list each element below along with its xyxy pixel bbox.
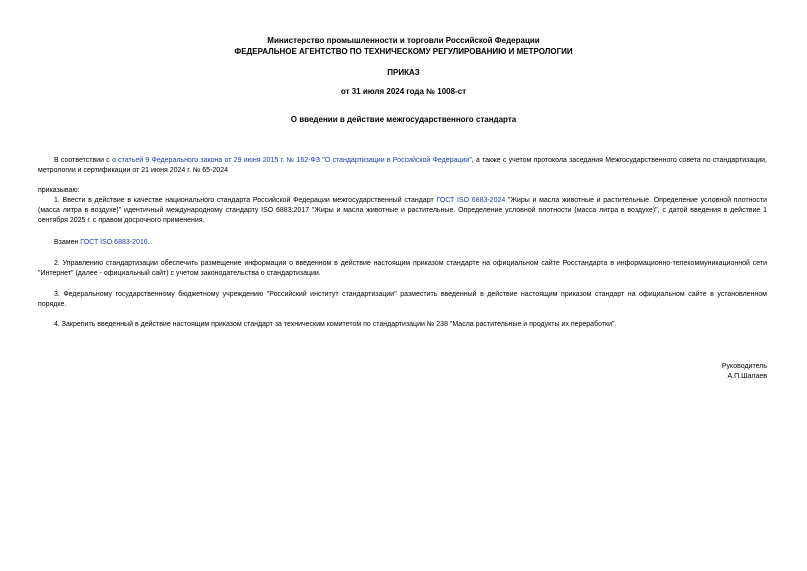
doc-type-heading: ПРИКАЗ bbox=[387, 68, 420, 77]
replacement-start: Взамен bbox=[54, 239, 81, 246]
federal-law-link[interactable]: о статьей 9 Федерального закона от 29 июня 2015 г. № 162-ФЗ "О стандартизации в Российской Федерации" bbox=[111, 157, 472, 164]
gost-2016-link[interactable]: ГОСТ ISO 6883-2016 bbox=[80, 239, 148, 246]
paragraph-replacement bbox=[38, 238, 767, 248]
preamble-end: , а также с учетом протокола заседания Межгосударственного совета по стандартизации, метрологии и сертификации от 21 июня 2024 г. № 65-2024 bbox=[38, 157, 768, 174]
paragraph-item-2: 2. Управлению стандартизации обеспечить размещение информации о введенном в действие настоящим приказом стандарте на официальном сайте Росстандарта в информационно-телекоммуникационной сети "Интернет" (далее - официальный сайт) с учетом законодательства о стандартизации. bbox=[38, 260, 767, 277]
document-title: О введении в действие межгосударственного стандарта bbox=[290, 115, 517, 124]
signature-name: А.П.Шалаев bbox=[727, 373, 767, 380]
paragraph-item-4: 4. Закрепить введенный в действие настоящим приказом стандарт за техническим комитетом по стандартизации № 238 "Масла растительные и продукты их переработки". bbox=[54, 321, 617, 328]
paragraph-item-3: 3. Федеральному государственному бюджетному учреждению "Российский институт стандартизации" разместить введенный в действие настоящим приказом стандарт на официальном сайте в установленном порядке. bbox=[38, 291, 767, 308]
preamble-start: В соответствии с bbox=[54, 157, 112, 164]
item-1-end: "Жиры и масла животные и растительные. Определение условной плотности (масса литра в воздухе)" идентичный международному стандарту ISO 6883:2017 "Жиры и масла животные и растительные. Определение условной плотности (масса литра в воздухе)", с датой введения в действие 1 сентября 2025 г. с правом досрочного применения. bbox=[38, 197, 767, 224]
paragraph-preamble bbox=[38, 156, 767, 176]
agency-heading: ФЕДЕРАЛЬНОЕ АГЕНТСТВО ПО ТЕХНИЧЕСКОМУ РЕГУЛИРОВАНИЮ И МЕТРОЛОГИИ bbox=[234, 47, 573, 56]
replacement-end: . bbox=[147, 239, 150, 246]
orders-word: приказываю: bbox=[38, 187, 80, 194]
date-number: от 31 июля 2024 года № 1008-ст bbox=[340, 87, 467, 96]
item-1-start: 1. Ввести в действие в качестве национального стандарта Российской Федерации межгосударственный стандарт bbox=[54, 197, 437, 204]
signature-role: Руководитель bbox=[721, 363, 767, 370]
ministry-heading: Министерство промышленности и торговли Российской Федерации bbox=[267, 36, 540, 45]
paragraph-item-1 bbox=[38, 196, 767, 226]
gost-2024-link[interactable]: ГОСТ ISO 6883-2024 bbox=[436, 197, 506, 204]
